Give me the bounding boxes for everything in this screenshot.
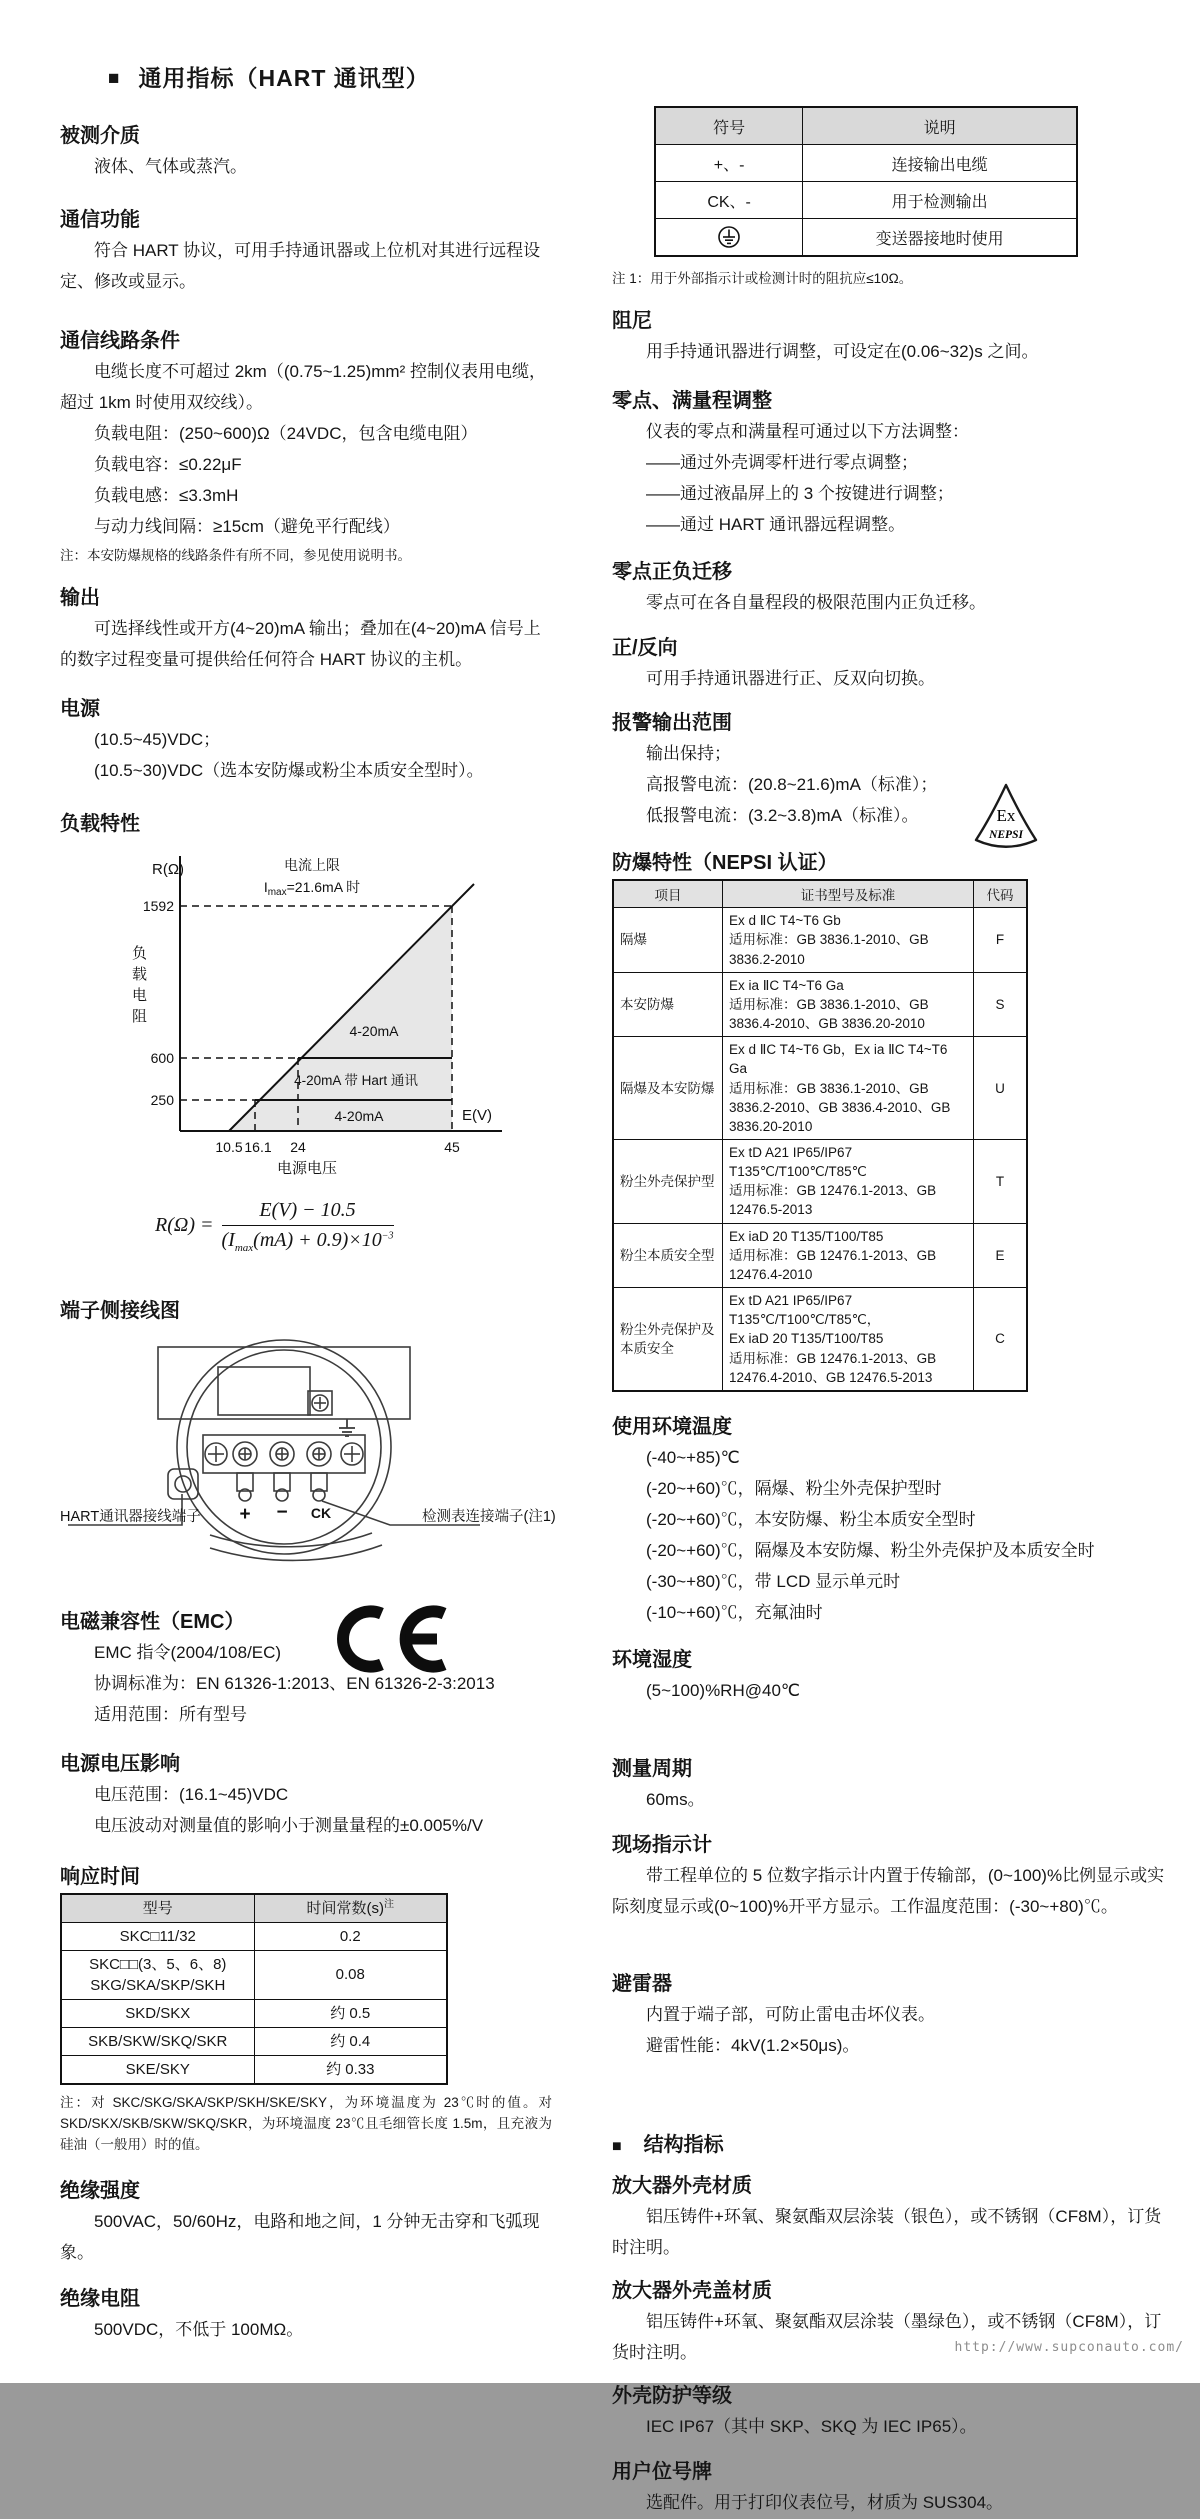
table-cell: 约 0.33 [254,2055,447,2084]
paragraph: IEC IP67（其中 SKP、SKQ 为 IEC IP65）。 [646,2416,977,2436]
section-emc [60,1605,552,1731]
section-heading: 通信功能 [60,208,140,231]
section-heading: 电磁兼容性（EMC） [60,1611,245,1634]
paragraph: 协调标准为：EN 61326-1:2013、EN 61326-2-3:2013 [94,1674,495,1694]
paragraph: (-20~+60)℃，隔爆及本安防爆、粉尘外壳保护及本质安全时 [646,1540,1095,1560]
paragraph: 与动力线间隔：≥15cm（避免平行配线） [94,516,400,536]
x-tick: 45 [444,1139,460,1156]
load-characteristic-chart [112,840,532,1178]
paragraph: EMC 指令(2004/108/EC) [94,1643,282,1663]
footnote: 注：对 SKC/SKG/SKA/SKP/SKH/SKE/SKY，为环境温度为 23℃时的值。对 SKD/SKX/SKB/SKW/SKQ/SKR，为环境温度 23℃且毛细管长度 1.5m，且充液为硅油（一般用）时的值。 [60,2094,552,2152]
table-cell: Ex tD A21 IP65/IP67 T135℃/T100℃/T85℃， Ex iaD 20 T135/T100/T85 适用标准：GB 12476.1-2013、GB 12476.4-2010、GB 12476.5-2013 [723,1288,974,1391]
section-damping [612,304,1168,368]
section-heading: 现场指示计 [612,1834,712,1857]
y-tick: 1592 [142,898,174,915]
section-heading: 零点正负迁移 [612,560,732,583]
section-lightning-arrester [612,1967,1168,2062]
section-direct-reverse [612,631,1168,695]
table-cell: 本安防爆 [613,972,723,1036]
section-alarm-output [612,706,1168,832]
table-cell: 0.2 [254,1922,447,1950]
footnote: 注 1：用于外部指示计或检测计时的阻抗应≤10Ω。 [612,271,913,286]
load-resistance-formula [155,1199,552,1254]
section-measured-media [60,119,552,183]
table-row [655,145,1077,182]
footer-url: http://www.supconauto.com/ [954,2340,1184,2355]
paragraph: 电缆长度不可超过 2km（(0.75~1.25)mm² 控制仪表用电缆，超过 1km 时使用双绞线）。 [60,361,546,412]
column-header: 证书型号及标准 [723,880,974,908]
section-heading: 用户位号牌 [612,2460,712,2483]
paragraph: ——通过 HART 通讯器远程调整。 [646,514,906,534]
nepsi-ex-text: Ex [996,806,1016,826]
section-heading: 响应时间 [60,1865,140,1888]
table-cell: SKE/SKY [61,2055,254,2084]
table-cell: 粉尘外壳保护及本质安全 [613,1288,723,1391]
page-title [108,60,552,93]
column-header: 项目 [613,880,723,908]
section-heading: 正/反向 [612,636,678,659]
section-terminal-wiring [60,1294,556,1579]
paragraph: 高报警电流：(20.8~21.6)mA（标准）； [646,775,938,795]
page-title-text: 通用指标（HART 通讯型） [138,65,430,91]
table-cell: Ex iaD 20 T135/T100/T85 适用标准：GB 12476.1-2013、GB 12476.4-2010 [723,1223,974,1287]
paragraph: (-10~+60)℃，充氟油时 [646,1602,823,1622]
paragraph: 带工程单位的 5 位数字指示计内置于传输部，(0~100)%比例显示或实际刻度显示或(0~100)%开平方显示。工作温度范围：(-30~+80)℃。 [612,1866,1165,1917]
section-heading: 被测介质 [60,125,140,147]
section-load-characteristic [60,807,552,1254]
table-cell: SKD/SKX [61,1999,254,2027]
paragraph: 零点可在各自量程段的极限范围内正负迁移。 [646,592,986,612]
table-row [61,2055,447,2084]
table-row [61,2027,447,2055]
paragraph: (-40~+85)℃ [646,1447,740,1467]
section-dielectric-strength [60,2174,552,2269]
section-heading: 端子侧接线图 [60,1300,180,1323]
table-row [61,1950,447,1999]
table-cell: SKC□11/32 [61,1922,254,1950]
table-cell: SKB/SKW/SKQ/SKR [61,2027,254,2055]
paragraph: 铝压铸件+环氧、聚氨酯双层涂装（墨绿色），或不锈钢（CF8M），订货时注明。 [612,2312,1162,2362]
section-amplifier-housing-material [612,2169,1168,2264]
paragraph: 负载电感：≤3.3mH [94,485,239,505]
section-heading: 放大器外壳材质 [612,2175,752,2198]
section-heading: 报警输出范围 [612,712,732,735]
column-header: 符号 [655,107,803,145]
formula-lhs: R(Ω) = [155,1214,214,1237]
paragraph: 可选择线性或开方(4~20)mA 输出；叠加在(4~20)mA 信号上的数字过程变量可提供给任何符合 HART 协议的主机。 [60,619,541,670]
table-row [61,1999,447,2027]
table-row [655,182,1077,219]
table-cell: Ex ia ⅡC T4~T6 Ga 适用标准：GB 3836.1-2010、GB 3836.4-2010、GB 3836.20-2010 [723,972,974,1036]
table-cell: 连接输出电缆 [803,145,1077,182]
paragraph: 铝压铸件+环氧、聚氨酯双层涂装（银色），或不锈钢（CF8M），订货时注明。 [612,2207,1162,2258]
table-row [613,1140,1027,1224]
table-cell: S [974,972,1028,1036]
column-header: 时间常数$(s)^注$ [254,1894,447,1923]
paragraph: 电压波动对测量值的影响小于测量量程的±0.005%/V [94,1815,484,1835]
section-heading: 阻尼 [612,309,652,332]
section-heading: 电源 [60,698,100,721]
current-limit-annotation: 电流上限 [284,857,340,874]
ground-icon [717,225,741,249]
section-insulation-resistance [60,2282,552,2346]
table-cell: 变送器接地时使用 [803,219,1077,257]
section-heading: 通信线路条件 [60,329,180,352]
ground-symbol [339,1419,355,1436]
region-label-top: 4-20mA [349,1023,399,1040]
region-label-bottom: 4-20mA [334,1108,384,1125]
formula-numerator: E(V) − 10.5 [222,1199,394,1226]
table-row [613,972,1027,1036]
paragraph: 避雷性能：4kV(1.2×50μs)。 [646,2036,860,2056]
terminal-diagram-container [60,1329,556,1579]
paragraph: ——通过外壳调零杆进行零点调整； [646,452,918,472]
x-tick: 24 [290,1139,306,1156]
table-cell [655,219,803,257]
section-heading: 零点、满量程调整 [612,389,772,412]
paragraph: 用手持通讯器进行调整，可设定在(0.06~32)s 之间。 [646,341,1039,361]
x-tick: 10.5 [215,1139,243,1156]
column-header: 说明 [803,107,1077,145]
right-column [612,106,1168,2519]
table-row [613,1223,1027,1287]
terminal-symbol-table [654,106,1078,257]
table-cell: CK、- [655,182,803,219]
y-axis-name: 负 载 电 阻 [132,945,148,1026]
paragraph: ——通过液晶屏上的 3 个按键进行调整； [646,483,954,503]
section-heading: 外壳防护等级 [612,2384,732,2407]
paragraph: 500VAC，50/60Hz，电路和地之间，1 分钟无击穿和飞弧现象。 [60,2211,540,2262]
region-label-middle: 4-20mA 带 Hart 通讯 [294,1073,418,1089]
table-row [613,1037,1027,1140]
table-row [613,1288,1027,1391]
table-header-row [655,107,1077,145]
paragraph: (10.5~45)VDC； [94,730,221,750]
table-cell: 粉尘外壳保护型 [613,1140,723,1224]
section-heading: 电源电压影响 [60,1752,180,1775]
section-measurement-cycle [612,1752,1168,1816]
section-output [60,581,552,676]
paragraph: 500VDC，不低于 100MΩ。 [94,2320,304,2340]
section-heading: 输出 [60,587,100,610]
section-communication-line [60,324,552,568]
nepsi-ex-logo [972,782,1040,850]
table-header-row [61,1894,447,1923]
section-zero-span-adjust [612,384,1168,541]
load-chart-container [112,840,552,1183]
section-communication-function [60,203,552,298]
terminal-minus-label: − [276,1502,288,1524]
x-axis-unit: E(V) [462,1107,492,1125]
section-power-supply [60,692,552,787]
paragraph: (-20~+60)℃，本安防爆、粉尘本质安全型时 [646,1509,976,1529]
section-heading: 测量周期 [612,1758,692,1781]
table-cell: C [974,1288,1028,1391]
table-cell: Ex d ⅡC T4~T6 Gb 适用标准：GB 3836.1-2010、GB 3836.2-2010 [723,908,974,972]
terminal-label-right: 检测表连接端子(注1) [422,1509,556,1526]
formula-denominator: $(I_{max}(mA) + 0.9)\times 10^{-3}$ [221,1229,394,1255]
table-cell: F [974,908,1028,972]
left-column [60,60,556,2346]
table-cell: +、- [655,145,803,182]
section-heading: 使用环境温度 [612,1415,732,1438]
paragraph: 适用范围：所有型号 [94,1704,247,1724]
table-row [613,908,1027,972]
table-cell: T [974,1140,1028,1224]
y-tick: 250 [150,1092,174,1109]
paragraph: 液体、气体或蒸汽。 [94,157,247,176]
table-cell: E [974,1223,1028,1287]
explosion-proof-table [612,879,1028,1392]
y-axis-unit: R(Ω) [152,861,185,879]
paragraph: 电压范围：(16.1~45)VDC [94,1784,289,1804]
y-tick: 600 [150,1050,174,1067]
paragraph: 可用手持通讯器进行正、反双向切换。 [646,668,935,688]
table-cell: 隔爆 [613,908,723,972]
structure-indicators-title: ■ 结构指标 [612,2134,724,2157]
x-axis-name: 电源电压 [276,1160,338,1178]
section-ambient-temperature [612,1410,1168,1629]
paragraph: (10.5~30)VDC（选本安防爆或粉尘本质安全型时）。 [94,761,484,781]
table-cell: Ex tD A21 IP65/IP67 T135℃/T100℃/T85℃ 适用标准：GB 12476.1-2013、GB 12476.5-2013 [723,1140,974,1224]
table-cell: 隔爆及本安防爆 [613,1037,723,1140]
column-header: 型号 [61,1894,254,1923]
paragraph: 输出保持； [646,744,731,764]
paragraph: 符合 HART 协议，可用手持通讯器或上位机对其进行远程设定、修改或显示。 [60,240,541,291]
section-enclosure-protection [612,2379,1168,2443]
imax-annotation: $I_{max}=21.6mA$ 时 [263,879,361,899]
paragraph: 低报警电流：(3.2~3.8)mA（标准）。 [646,806,919,826]
terminal-wiring-diagram [60,1329,605,1574]
ce-mark-logo [332,1601,472,1677]
table-cell: 约 0.5 [254,1999,447,2027]
response-time-table [60,1893,448,2085]
column-header: 代码 [974,880,1028,908]
section-heading: 避雷器 [612,1973,672,1996]
section-heading: 放大器外壳盖材质 [612,2280,772,2303]
paragraph: 内置于端子部，可防止雷电击坏仪表。 [646,2005,935,2025]
table-cell: U [974,1037,1028,1140]
square-bullet-icon: ■ [108,68,121,89]
section-user-tag-plate [612,2455,1168,2519]
section-heading: 绝缘电阻 [60,2288,140,2311]
table-cell: 约 0.4 [254,2027,447,2055]
table-row [655,219,1077,257]
table-row [61,1922,447,1950]
paragraph: 仪表的零点和满量程可通过以下方法调整： [646,421,969,441]
paragraph: 负载电容：≤0.22μF [94,454,242,474]
paragraph: 选配件。用于打印仪表位号，材质为 SUS304。 [646,2492,1004,2512]
terminal-ck-label: CK [310,1505,332,1522]
section-heading: 防爆特性（NEPSI 认证） [612,852,838,875]
table-header-row [613,880,1027,908]
section-response-time [60,1860,552,2156]
paragraph: (-20~+60)℃，隔爆、粉尘外壳保护型时 [646,1478,942,1498]
table-cell: 粉尘本质安全型 [613,1223,723,1287]
nepsi-text: NEPSI [989,829,1023,842]
footnote: 注：本安防爆规格的线路条件有所不同，参见使用说明书。 [60,548,411,564]
section-ambient-humidity [612,1643,1168,1707]
section-zero-shift [612,555,1168,619]
table-cell: 0.08 [254,1950,447,1999]
paragraph: 负载电阻：(250~600)Ω（24VDC，包含电缆电阻） [94,423,478,443]
section-heading: 环境湿度 [612,1648,692,1671]
section-structure-title [612,2128,1168,2157]
table-cell: Ex d ⅡC T4~T6 Gb，Ex ia ⅡC T4~T6 Ga 适用标准：GB 3836.1-2010、GB 3836.2-2010、GB 3836.4-2010、GB 3836.20-2010 [723,1037,974,1140]
terminal-plus-label: + [239,1504,251,1526]
paragraph: (-30~+80)℃，带 LCD 显示单元时 [646,1571,901,1591]
section-field-indicator [612,1828,1168,1923]
square-bullet-icon: ■ [612,2138,622,2156]
section-heading: 绝缘强度 [60,2179,140,2202]
terminal-label-left: HART通讯器接线端子 [60,1509,201,1526]
x-tick: 16.1 [244,1139,272,1156]
section-supply-voltage-effect [60,1747,552,1842]
table-cell: SKC□□(3、5、6、8) SKG/SKA/SKP/SKH [61,1950,254,1999]
paragraph: (5~100)%RH@40℃ [646,1680,800,1700]
paragraph: 60ms。 [646,1790,705,1810]
table-cell: 用于检测输出 [803,182,1077,219]
section-heading: 负载特性 [60,813,140,836]
